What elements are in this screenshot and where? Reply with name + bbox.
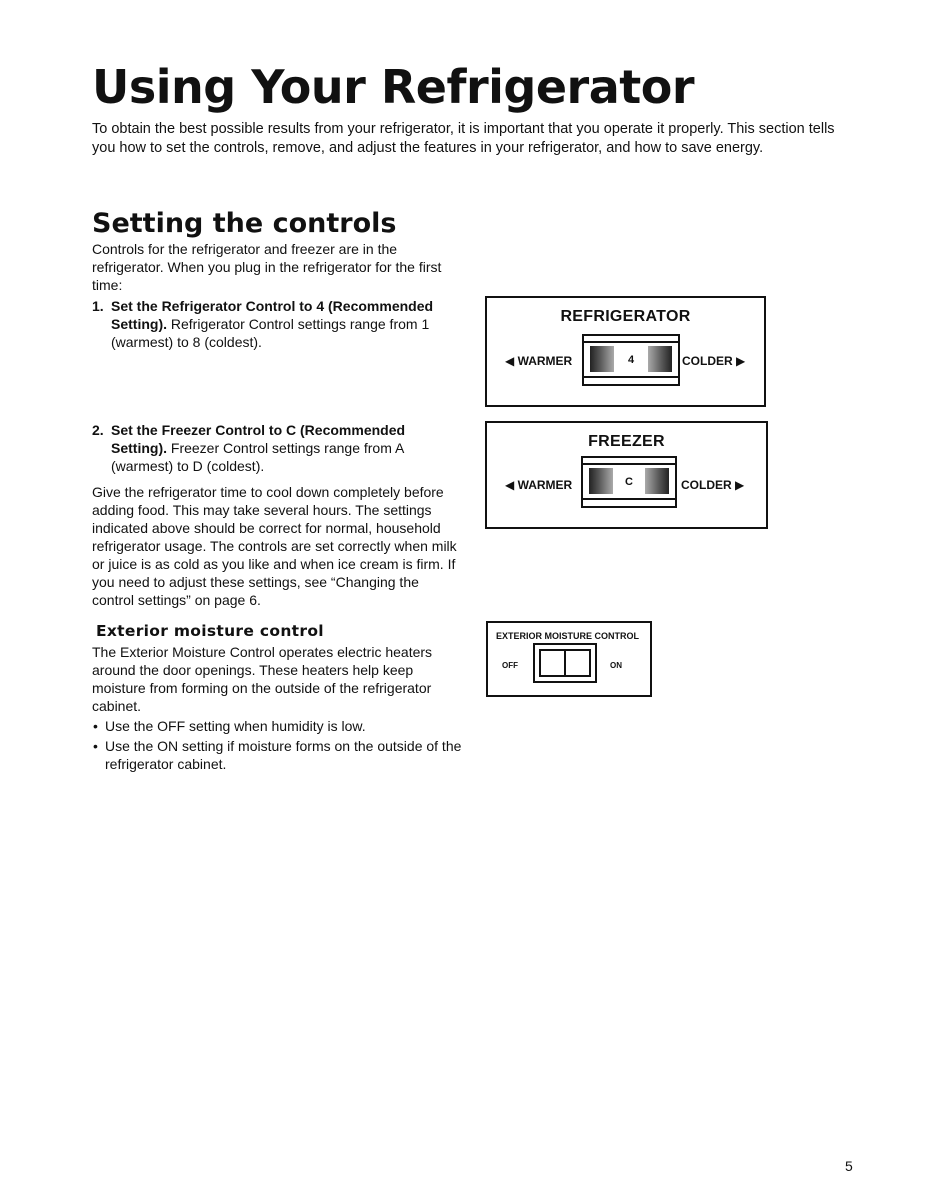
refrigerator-setting-value: 4 xyxy=(627,354,635,366)
moisture-control-panel xyxy=(486,621,652,697)
cooldown-note xyxy=(92,483,462,609)
step-text: Freezer Control settings range from A (warmest) to D (coldest). xyxy=(111,440,404,474)
freezer-control-panel xyxy=(485,421,768,529)
dial-shade-left xyxy=(589,468,613,494)
step-number: 2. xyxy=(92,422,104,438)
cooldown-note-text: Give the refrigerator time to cool down completely before adding food. This may take several hours. The settings indicated above should be correct for normal, household refrigerator usage. The controls are set correctly when milk or juice is as cold as you like and when ice cream is firm. If you need to adjust these settings, see “Changing the control settings” on page 6. xyxy=(92,484,457,608)
controls-intro-text: Controls for the refrigerator and freezer are in the refrigerator. When you plug in the refrigerator for the first time: xyxy=(92,241,442,293)
off-label: OFF xyxy=(502,661,518,670)
moisture-heading: Exterior moisture control xyxy=(96,622,324,640)
moisture-description xyxy=(92,643,464,773)
page-title: Using Your Refrigerator xyxy=(92,60,695,114)
step-text: Refrigerator Control settings range from 1 (warmest) to 8 (coldest). xyxy=(111,316,430,350)
freezer-panel-title: FREEZER xyxy=(588,433,665,450)
list-item: • Use the OFF setting when humidity is low. xyxy=(92,717,464,735)
step-bold: Set the Freezer Control to C (Recommended Setting). xyxy=(111,422,406,456)
dial-shade-left xyxy=(590,346,614,372)
page-number: 5 xyxy=(845,1158,853,1174)
colder-label: COLDER ▶ xyxy=(682,354,746,368)
moisture-text: The Exterior Moisture Control operates electric heaters around the door openings. These heaters help keep moisture from forming on the outside of the refrigerator cabinet. xyxy=(92,644,433,714)
step-2 xyxy=(92,421,452,475)
step-bold: Set the Refrigerator Control to 4 (Recommended Setting). xyxy=(111,298,434,332)
moisture-bullets xyxy=(92,717,464,773)
step-number: 1. xyxy=(92,298,104,314)
intro-paragraph: To obtain the best possible results from your refrigerator, it is important that you operate it properly. This section tells you how to set the controls, remove, and adjust the features in your refrigerator, and how to save energy. xyxy=(92,121,835,156)
warmer-label: ◀ WARMER xyxy=(505,354,573,368)
colder-label: COLDER ▶ xyxy=(681,478,745,492)
refrigerator-panel-title: REFRIGERATOR xyxy=(560,308,691,325)
dial-shade-right xyxy=(645,468,669,494)
controls-intro xyxy=(92,240,452,294)
warmer-label: ◀ WARMER xyxy=(505,478,573,492)
freezer-setting-value: C xyxy=(625,476,633,488)
section-heading: Setting the controls xyxy=(92,208,397,239)
refrigerator-control-dial[interactable] xyxy=(582,334,680,386)
list-item: • Use the ON setting if moisture forms on the outside of the refrigerator cabinet. xyxy=(92,737,464,773)
freezer-control-dial[interactable] xyxy=(581,456,677,508)
dial-shade-right xyxy=(648,346,672,372)
moisture-rocker-switch[interactable] xyxy=(533,643,597,683)
moisture-panel-title: EXTERIOR MOISTURE CONTROL xyxy=(496,631,640,641)
refrigerator-control-panel xyxy=(485,296,766,407)
on-label: ON xyxy=(610,661,622,670)
step-1 xyxy=(92,297,472,351)
